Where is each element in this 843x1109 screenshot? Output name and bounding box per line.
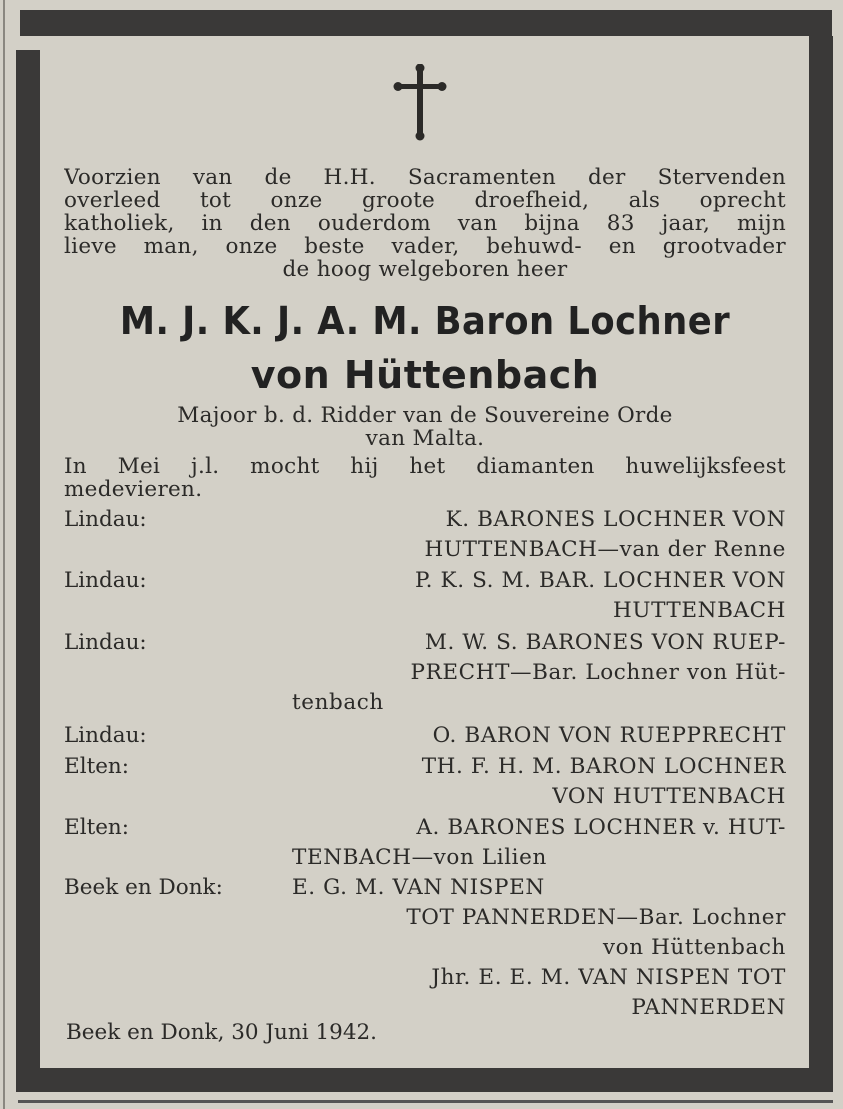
- family-name-line: M. W. S. BARONES VON RUEP-: [424, 630, 786, 655]
- family-name-line: HUTTENBACH: [613, 598, 786, 623]
- family-name-line: Jhr. E. E. M. VAN NISPEN TOT: [431, 965, 786, 990]
- border-left: [16, 50, 40, 1070]
- rank-line: Majoor b. d. Ridder van de Souvereine Orde: [177, 404, 673, 427]
- family-name-line: von Hüttenbach: [602, 935, 786, 960]
- intro-line: katholiek, in den ouderdom van bijna 83 jaar, mijn: [64, 212, 786, 235]
- family-names: [292, 628, 786, 718]
- family-name-line: TENBACH—von Lilien: [292, 845, 547, 870]
- family-name-line: P. K. S. M. BAR. LOCHNER VON: [414, 568, 786, 593]
- border-bottom: [16, 1068, 833, 1092]
- family-place: Lindau:: [64, 723, 147, 748]
- intro-line: lieve man, onze beste vader, behuwd- en grootvader: [64, 235, 786, 258]
- family-names: [292, 873, 786, 1023]
- family-name-line: TOT PANNERDEN—Bar. Lochner: [406, 905, 786, 930]
- page-edge-rule: [3, 0, 5, 1109]
- rank-line: van Malta.: [365, 427, 485, 450]
- family-names: [292, 505, 786, 565]
- deceased-name: [64, 294, 786, 402]
- anniversary-note: [64, 455, 786, 501]
- signoff-place-date: Beek en Donk, 30 Juni 1942.: [66, 1020, 378, 1045]
- family-name-line: A. BARONES LOCHNER v. HUT-: [416, 815, 786, 840]
- family-place: Lindau:: [64, 568, 147, 593]
- deceased-name-line: von Hüttenbach: [250, 353, 600, 397]
- family-name-line: HUTTENBACH—van der Renne: [424, 537, 786, 562]
- intro-line: overleed tot onze groote droefheid, als oprecht: [64, 189, 786, 212]
- intro-line: Voorzien van de H.H. Sacramenten der Stervenden: [64, 166, 786, 189]
- deceased-name-line: M. J. K. J. A. M. Baron Lochner: [119, 299, 731, 343]
- family-place: Elten:: [64, 815, 130, 840]
- family-names: [292, 752, 786, 812]
- family-name-line: K. BARONES LOCHNER VON: [445, 507, 786, 532]
- border-right: [809, 36, 833, 1070]
- cross-icon: [393, 64, 447, 142]
- family-place: Lindau:: [64, 507, 147, 532]
- family-names: [292, 566, 786, 626]
- family-name-line: O. BARON VON RUEPPRECHT: [432, 723, 786, 748]
- border-bottom-rule: [18, 1100, 833, 1103]
- family-place: Elten:: [64, 754, 130, 779]
- family-name-line: VON HUTTENBACH: [552, 784, 786, 809]
- note-line: In Mei j.l. mocht hij het diamanten huwelijksfeest: [64, 455, 786, 478]
- family-names: [292, 721, 786, 751]
- family-place: Lindau:: [64, 630, 147, 655]
- rank-paragraph: [64, 404, 786, 450]
- family-name-line: E. G. M. VAN NISPEN: [292, 875, 545, 900]
- border-top: [20, 10, 832, 36]
- intro-line: de hoog welgeboren heer: [282, 258, 568, 281]
- family-name-line: TH. F. H. M. BARON LOCHNER: [421, 754, 786, 779]
- family-name-line: PRECHT—Bar. Lochner von Hüt-: [410, 660, 786, 685]
- intro-paragraph: [64, 166, 786, 281]
- family-names: [292, 813, 786, 873]
- note-line: medevieren.: [64, 478, 203, 501]
- family-name-line: PANNERDEN: [631, 995, 786, 1020]
- family-name-line: tenbach: [292, 690, 384, 715]
- family-place: Beek en Donk:: [64, 875, 223, 900]
